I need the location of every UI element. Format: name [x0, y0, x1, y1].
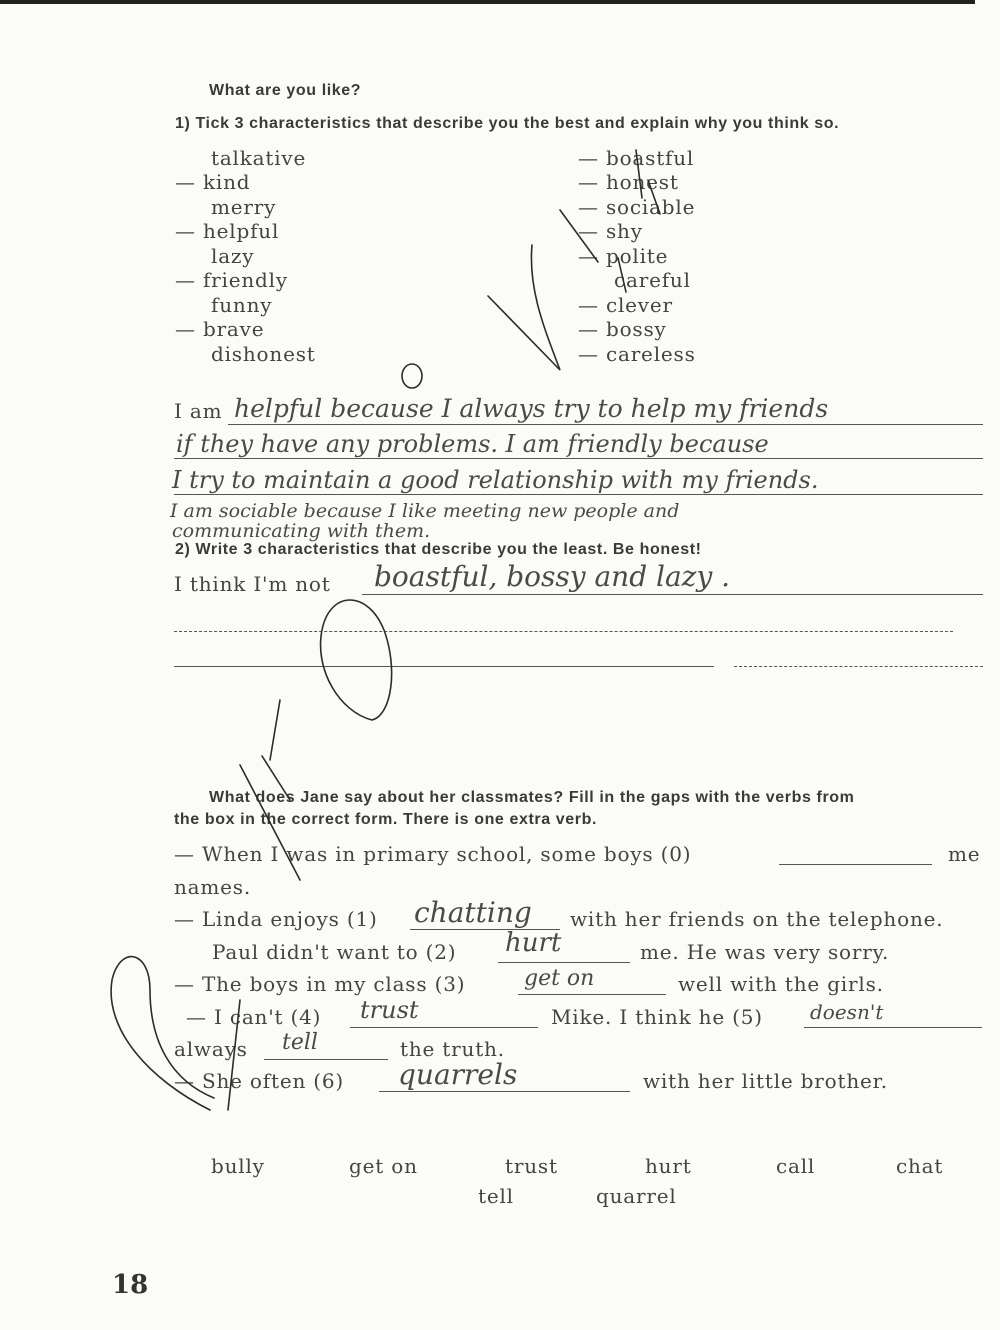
word-item: — careless: [578, 342, 696, 366]
sentence-0-cont: names.: [174, 875, 252, 899]
sentence-4-mid: Mike. I think he (5): [551, 1005, 763, 1029]
line-mark: [228, 1000, 240, 1110]
tick-mark: [488, 245, 560, 370]
box-word: quarrel: [596, 1184, 677, 1208]
handwritten-answer: chatting: [414, 896, 532, 929]
i-am-label: I am: [174, 399, 223, 423]
word-label: friendly: [202, 268, 288, 292]
word-item: lazy: [211, 244, 255, 268]
loop-mark: [321, 600, 392, 720]
sentence-1-end: with her friends on the telephone.: [570, 907, 944, 931]
tick-mark: [618, 258, 626, 292]
sentence-4: — I can't (4): [186, 1005, 322, 1029]
word-label: shy: [605, 219, 643, 243]
word-label: polite: [605, 244, 669, 268]
word-item: dishonest: [211, 342, 316, 366]
handwritten-answer: boastful, bossy and lazy .: [374, 560, 731, 593]
word-item: careful: [614, 268, 691, 292]
sentence-2-end: me. He was very sorry.: [640, 940, 890, 964]
task-instruction-3: What does Jane say about her classmates? Fill in the gaps with the verbs from: [209, 789, 855, 806]
box-word: trust: [505, 1154, 558, 1178]
handwritten-answer: tell: [282, 1030, 318, 1055]
word-item: — honest: [578, 170, 679, 194]
word-item: talkative: [211, 146, 307, 170]
word-item: — boastful: [578, 146, 695, 170]
word-item: — brave: [175, 317, 265, 341]
sentence-1: — Linda enjoys (1): [174, 907, 378, 931]
box-word: tell: [478, 1184, 514, 1208]
word-label: honest: [605, 170, 679, 194]
word-item: — bossy: [578, 317, 667, 341]
handwritten-answer: I am sociable because I like meeting new people and: [170, 500, 680, 522]
sentence-5: always: [174, 1037, 248, 1061]
word-item: — sociable: [578, 195, 696, 219]
handwritten-answer: I try to maintain a good relationship with my friends.: [172, 466, 819, 494]
box-word: get on: [349, 1154, 418, 1178]
word-label: sociable: [605, 195, 696, 219]
tick-mark: [560, 210, 598, 262]
sentence-6-end: with her little brother.: [643, 1069, 888, 1093]
word-label: brave: [202, 317, 265, 341]
word-label: helpful: [202, 219, 280, 243]
tick-mark: [636, 150, 642, 198]
sentence-3-end: well with the girls.: [678, 972, 884, 996]
word-item: — kind: [175, 170, 251, 194]
box-word: hurt: [645, 1154, 692, 1178]
word-label: kind: [202, 170, 251, 194]
word-item: — shy: [578, 219, 643, 243]
box-word: chat: [896, 1154, 944, 1178]
word-item: — clever: [578, 293, 673, 317]
word-label: clever: [605, 293, 673, 317]
circle-mark: [402, 364, 422, 388]
sentence-0-end: me: [948, 842, 981, 866]
handwritten-answer: communicating with them.: [172, 520, 431, 542]
section-heading: What are you like?: [209, 82, 362, 99]
tick-mark: [648, 180, 660, 214]
box-word: bully: [211, 1154, 265, 1178]
handwritten-answer: helpful because I always try to help my friends: [234, 394, 829, 423]
sentence-0: — When I was in primary school, some boys (0): [174, 842, 692, 866]
handwritten-answer: get on: [524, 966, 595, 991]
line-mark: [262, 756, 290, 800]
word-item: funny: [211, 293, 273, 317]
sentence-6: — She often (6): [174, 1069, 345, 1093]
handwritten-answer: doesn't: [810, 1000, 884, 1024]
loop-mark: [111, 957, 214, 1110]
line-mark: [270, 700, 280, 760]
handwritten-answer: if they have any problems. I am friendly because: [176, 430, 769, 458]
box-word: call: [776, 1154, 816, 1178]
sentence-3: — The boys in my class (3): [174, 972, 466, 996]
handwritten-answer: hurt: [505, 928, 562, 958]
handwritten-answer: trust: [360, 996, 419, 1024]
sentence-5-end: the truth.: [400, 1037, 505, 1061]
word-item: — friendly: [175, 268, 288, 292]
sentence-2: Paul didn't want to (2): [212, 940, 457, 964]
word-item: — polite: [578, 244, 669, 268]
word-label: careless: [605, 342, 696, 366]
word-item: merry: [211, 195, 277, 219]
handwritten-answer: quarrels: [398, 1058, 518, 1091]
task-instruction-3b: the box in the correct form. There is one extra verb.: [174, 811, 598, 828]
word-label: boastful: [605, 146, 695, 170]
word-item: — helpful: [175, 219, 280, 243]
line-mark: [240, 765, 300, 880]
think-label: I think I'm not: [174, 572, 331, 596]
task-instruction-1: 1) Tick 3 characteristics that describe you the best and explain why you think so.: [175, 115, 840, 132]
word-label: bossy: [605, 317, 667, 341]
page-number: 18: [112, 1270, 149, 1300]
task-instruction-2: 2) Write 3 characteristics that describe you the least. Be honest!: [175, 541, 702, 558]
